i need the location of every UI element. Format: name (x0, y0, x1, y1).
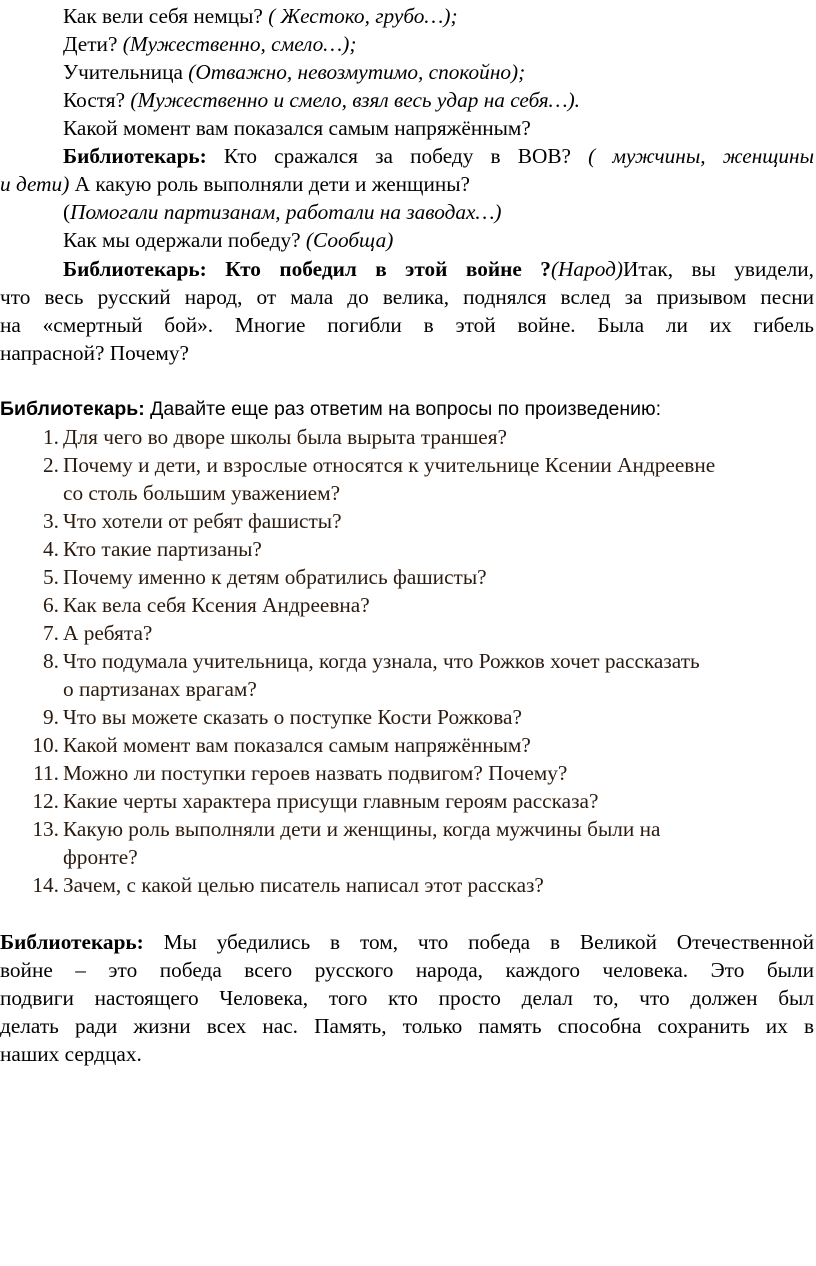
body-text: Мы убедились в том, что победа в Великой Отечественной (143, 930, 814, 954)
answer-text: (Сообща) (305, 228, 394, 252)
list-number: 3. (43, 509, 59, 533)
answer-text: и дети) (0, 172, 70, 196)
paragraph-who-fought-line1 (0, 143, 814, 171)
paragraph-who-won-line2: что весь русский народ, от мала до велика, поднялся вслед за призывом песни (0, 285, 814, 309)
question-text: Кто сражался за победу в ВОВ? (206, 144, 589, 168)
question-text: Дети? (63, 32, 123, 56)
list-item-text: Кто такие партизаны? (63, 537, 262, 561)
paragraph-helped (63, 199, 502, 227)
list-item-text: Можно ли поступки героев назвать подвигом? Почему? (63, 761, 568, 785)
answer-text: Помогали партизанам, работали на заводах…) (70, 200, 502, 224)
list-number: 10. (32, 733, 59, 757)
final-paragraph-line5: наших сердцах. (0, 1042, 142, 1066)
final-paragraph-line3: подвиги настоящего Человека, того кто просто делал то, что должен был (0, 986, 814, 1010)
answer-text: ( мужчины, женщины (588, 144, 814, 168)
list-number: 4. (43, 537, 59, 561)
paragraph-kostya (63, 87, 580, 115)
list-item-text: А ребята? (63, 621, 153, 645)
question-text: Как вели себя немцы? (63, 4, 269, 28)
list-item-text: Для чего во дворе школы была вырыта траншея? (63, 425, 507, 449)
list-number: 9. (43, 705, 59, 729)
question-text: А какую роль выполняли дети и женщины? (69, 172, 471, 196)
list-item-text: Почему и дети, и взрослые относятся к учительнице Ксении Андреевне (63, 453, 716, 477)
list-item-text: Что вы можете сказать о поступке Кости Рожкова? (63, 705, 522, 729)
list-number: 1. (43, 425, 59, 449)
list-number: 11. (33, 761, 59, 785)
answer-text: (Мужественно и смело, взял весь удар на себя…). (130, 88, 581, 112)
paragraph-victory (63, 227, 393, 255)
list-item-text: Зачем, с какой целью писатель написал этот рассказ? (63, 873, 544, 897)
list-item-text: со столь большим уважением? (63, 481, 341, 505)
paragraph-germans (63, 3, 458, 31)
list-item-text: Какой момент вам показался самым напряжённым? (63, 733, 531, 757)
paragraph-who-fought-line2 (0, 171, 470, 199)
paragraph-teacher (63, 59, 525, 87)
list-item-text: Что хотели от ребят фашисты? (63, 509, 342, 533)
list-number: 5. (43, 565, 59, 589)
paragraph-who-won-line1 (0, 256, 814, 284)
answer-text: (Мужественно, смело…); (122, 32, 357, 56)
questions-intro (0, 396, 661, 424)
final-paragraph-line2: войне – это победа всего русского народа, каждого человека. Это были (0, 958, 814, 982)
list-number: 6. (43, 593, 59, 617)
list-number: 8. (43, 649, 59, 673)
intro-text: Давайте еще раз ответим на вопросы по произведению: (144, 398, 662, 420)
list-item-text: Какую роль выполняли дети и женщины, когда мужчины были на (63, 817, 661, 841)
list-item-text: Какие черты характера присущи главным героям рассказа? (63, 789, 599, 813)
paragraph-who-won-line3: на «смертный бой». Многие погибли в этой войне. Была ли их гибель (0, 313, 814, 337)
paragraph-who-won-line4: напрасной? Почему? (0, 341, 189, 365)
paragraph-children (63, 31, 356, 59)
question-text: Костя? (63, 88, 131, 112)
list-item-text: Как вела себя Ксения Андреевна? (63, 593, 370, 617)
list-item-text: о партизанах врагам? (63, 677, 257, 701)
final-paragraph-line1 (0, 929, 814, 957)
speaker-label: Библиотекарь: (63, 144, 207, 168)
list-number: 13. (32, 817, 59, 841)
list-number: 12. (32, 789, 59, 813)
list-item-text: фронте? (63, 845, 138, 869)
list-number: 2. (43, 453, 59, 477)
list-number: 14. (32, 873, 59, 897)
list-item-text: Что подумала учительница, когда узнала, что Рожков хочет рассказать (63, 649, 700, 673)
answer-text: (Народ) (550, 257, 623, 281)
speaker-label: Библиотекарь: (63, 257, 207, 281)
speaker-label: Библиотекарь: (0, 930, 144, 954)
list-item-text: Почему именно к детям обратились фашисты? (63, 565, 487, 589)
answer-text: (Отважно, невозмутимо, спокойно); (188, 60, 526, 84)
body-text: Итак, вы увидели, (622, 257, 814, 281)
paragraph-tense-moment: Какой момент вам показался самым напряжённым? (63, 116, 531, 140)
speaker-label: Библиотекарь: (0, 398, 145, 420)
final-paragraph-line4: делать ради жизни всех нас. Память, только память способна сохранить их в (0, 1014, 814, 1038)
bracket-text: ( (63, 200, 71, 224)
question-text: Кто победил в этой войне ? (206, 257, 551, 281)
question-text: Как мы одержали победу? (63, 228, 306, 252)
list-number: 7. (43, 621, 59, 645)
answer-text: ( Жестоко, грубо…); (268, 4, 458, 28)
question-text: Учительница (63, 60, 189, 84)
